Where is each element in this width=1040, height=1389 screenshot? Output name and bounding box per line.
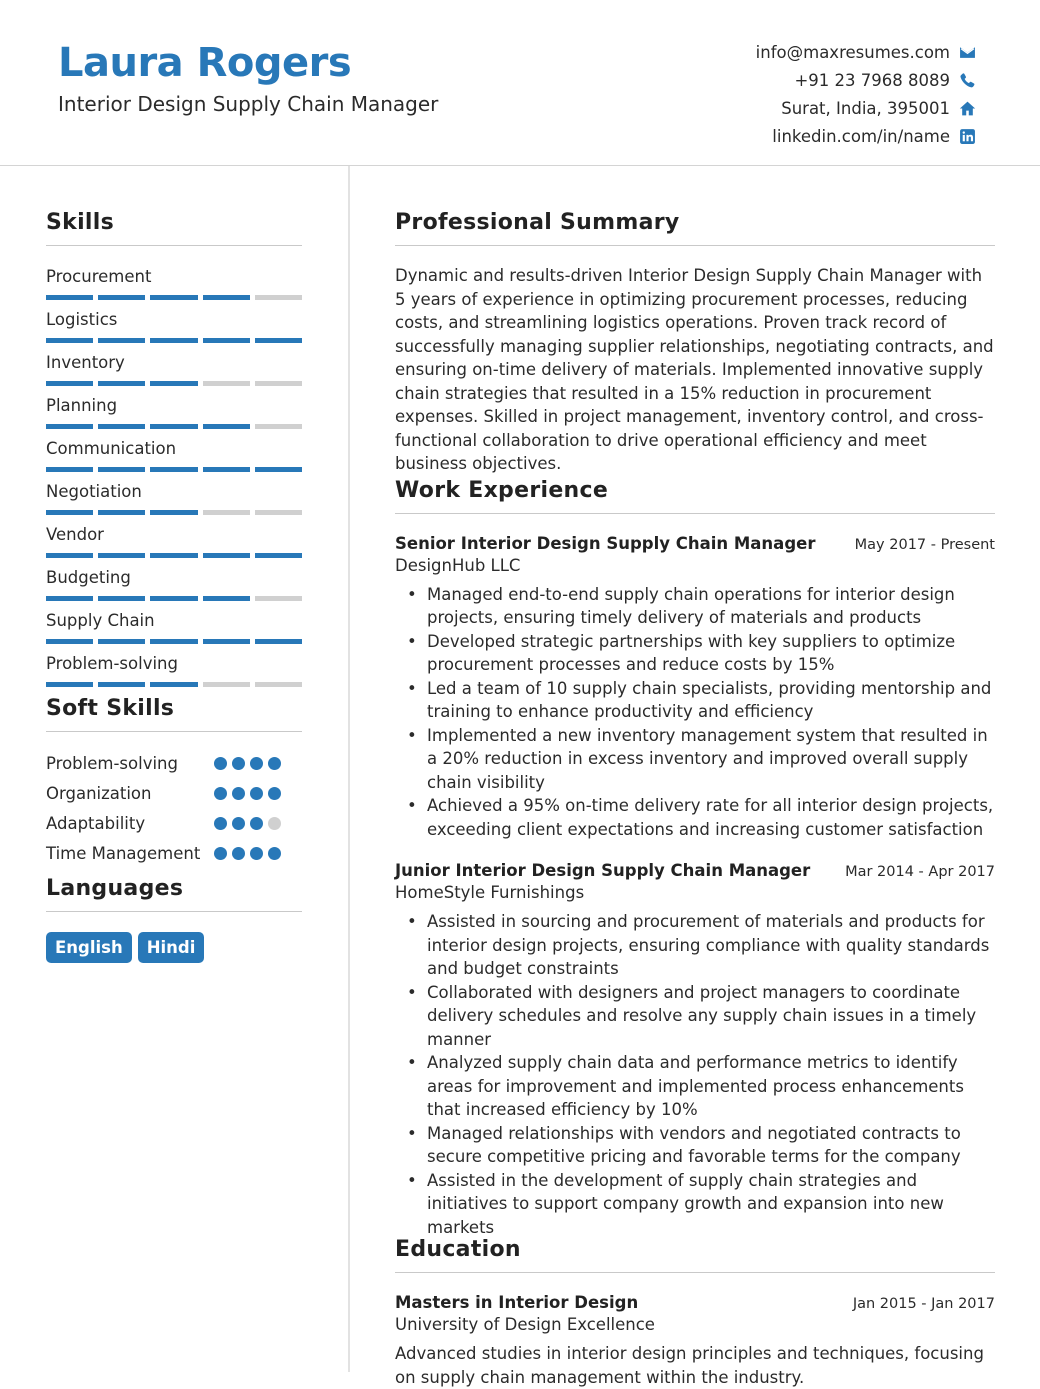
soft-skill-rating: [214, 787, 281, 800]
job-bullet: • Implemented a new inventory management system that resulted in a 20% reduction in excess inventory and improved overall supply chain visibility: [427, 724, 995, 795]
skill-rating-segment: [203, 467, 250, 472]
rating-dot: [268, 817, 281, 830]
candidate-role: Interior Design Supply Chain Manager: [58, 92, 439, 116]
contact-linkedin[interactable]: [756, 122, 976, 150]
skill-rating-segment: [150, 381, 197, 386]
soft-skill-rating: [214, 757, 281, 770]
soft-skill-name: Problem-solving: [46, 754, 178, 773]
skill-rating-segment: [150, 553, 197, 558]
job-dates: Mar 2014 - Apr 2017: [845, 864, 995, 880]
column-divider: [348, 166, 350, 1372]
skill-rating-segment: [150, 338, 197, 343]
skill-rating-bar: [46, 682, 302, 687]
job-entry: [395, 534, 995, 842]
rating-dot: [232, 847, 245, 860]
skill-rating-segment: [203, 596, 250, 601]
rating-dot: [214, 757, 227, 770]
rating-dot: [232, 757, 245, 770]
skill-rating-segment: [98, 295, 145, 300]
job-title: Junior Interior Design Supply Chain Manager: [395, 861, 811, 880]
languages-heading: Languages: [46, 876, 302, 912]
skill-rating-bar: [46, 381, 302, 386]
skill-rating-segment: [46, 338, 93, 343]
job-header: [395, 861, 995, 880]
skill-item: [46, 309, 302, 352]
envelope-icon: [958, 43, 976, 61]
skill-rating-segment: [150, 639, 197, 644]
rating-dot: [250, 817, 263, 830]
sidebar: [46, 210, 302, 963]
skill-item: [46, 524, 302, 567]
contact-linkedin-text: linkedin.com/in/name: [772, 126, 950, 146]
job-title: Senior Interior Design Supply Chain Manager: [395, 533, 816, 553]
skill-rating-segment: [255, 424, 302, 429]
skill-rating-segment: [46, 596, 93, 601]
skill-rating-segment: [203, 639, 250, 644]
soft-skill-name: Organization: [46, 784, 152, 803]
skill-name: Vendor: [46, 525, 104, 544]
skill-rating-segment: [98, 596, 145, 601]
skill-rating-segment: [150, 424, 197, 429]
skill-rating-bar: [46, 467, 302, 472]
skill-item: [46, 653, 302, 696]
skill-rating-bar: [46, 553, 302, 558]
job-bullet: • Managed end-to-end supply chain operations for interior design projects, ensuring timely delivery of materials and products: [427, 583, 995, 630]
linkedin-icon: [958, 127, 976, 145]
skill-rating-segment: [255, 295, 302, 300]
skill-rating-segment: [46, 381, 93, 386]
skill-rating-segment: [255, 639, 302, 644]
skill-rating-segment: [98, 338, 145, 343]
skill-rating-segment: [150, 295, 197, 300]
skill-rating-segment: [203, 338, 250, 343]
soft-skills-heading: Soft Skills: [46, 696, 302, 732]
skill-item: [46, 610, 302, 653]
skill-rating-segment: [203, 510, 250, 515]
contact-location: [756, 94, 976, 122]
job-bullet: • Developed strategic partnerships with key suppliers to optimize procurement processes and reduce costs by 15%: [427, 630, 995, 677]
job-dates: May 2017 - Present: [854, 536, 995, 553]
skill-rating-segment: [98, 467, 145, 472]
resume-header: [0, 0, 1040, 166]
soft-skill-item: [46, 752, 302, 782]
rating-dot: [214, 847, 227, 860]
skill-rating-segment: [98, 639, 145, 644]
skill-rating-bar: [46, 596, 302, 601]
language-tag: English: [46, 932, 132, 963]
job-bullet: • Analyzed supply chain data and performance metrics to identify areas for improvement and implemented process enhancements that increased efficiency by 10%: [427, 1051, 995, 1122]
skill-rating-segment: [98, 682, 145, 687]
education-school: University of Design Excellence: [395, 1315, 655, 1334]
skill-rating-segment: [203, 424, 250, 429]
skill-name: Problem-solving: [46, 654, 178, 673]
rating-dot: [268, 787, 281, 800]
summary-heading: Professional Summary: [395, 210, 995, 246]
skill-rating-segment: [255, 467, 302, 472]
rating-dot: [232, 787, 245, 800]
skill-rating-segment: [203, 381, 250, 386]
skill-rating-bar: [46, 338, 302, 343]
language-tag: Hindi: [138, 932, 205, 963]
skill-rating-segment: [46, 639, 93, 644]
skill-name: Inventory: [46, 353, 125, 372]
soft-skills-list: [46, 752, 302, 872]
skill-rating-segment: [150, 467, 197, 472]
skill-rating-segment: [255, 338, 302, 343]
skill-item: [46, 438, 302, 481]
education-header: [395, 1293, 995, 1312]
education-description: Advanced studies in interior design principles and techniques, focusing on supply chain management within the industry.: [395, 1344, 984, 1387]
skill-rating-segment: [46, 510, 93, 515]
skills-list: [46, 266, 302, 696]
skill-name: Procurement: [46, 267, 152, 286]
skill-rating-segment: [150, 510, 197, 515]
rating-dot: [232, 817, 245, 830]
skill-rating-segment: [255, 553, 302, 558]
home-icon: [958, 99, 976, 117]
rating-dot: [250, 757, 263, 770]
contact-phone-text: +91 23 7968 8089: [794, 70, 950, 90]
skill-item: [46, 395, 302, 438]
skill-rating-segment: [150, 682, 197, 687]
job-entry: [395, 861, 995, 1239]
skill-rating-segment: [46, 467, 93, 472]
skill-rating-segment: [98, 510, 145, 515]
skill-item: [46, 266, 302, 309]
skill-rating-segment: [203, 682, 250, 687]
rating-dot: [268, 847, 281, 860]
skill-name: Communication: [46, 439, 177, 458]
soft-skill-name: Time Management: [46, 844, 201, 863]
skill-rating-segment: [98, 424, 145, 429]
job-bullet: • Assisted in the development of supply chain strategies and initiatives to support company growth and expansion into new markets: [427, 1169, 995, 1240]
job-company: DesignHub LLC: [395, 555, 521, 575]
skill-rating-segment: [46, 424, 93, 429]
skill-rating-segment: [46, 295, 93, 300]
skills-heading: Skills: [46, 210, 302, 246]
job-header: [395, 534, 995, 553]
soft-skill-item: [46, 782, 302, 812]
job-bullet: • Assisted in sourcing and procurement of materials and products for interior design projects, ensuring compliance with quality standards and budget constraints: [427, 910, 995, 981]
skill-rating-segment: [255, 682, 302, 687]
candidate-name: Laura Rogers: [58, 40, 352, 86]
education-dates: Jan 2015 - Jan 2017: [852, 1296, 995, 1312]
job-bullets: [395, 910, 995, 1239]
skill-item: [46, 567, 302, 610]
education-degree: Masters in Interior Design: [395, 1293, 639, 1312]
jobs-list: [395, 534, 995, 1240]
summary-text: Dynamic and results-driven Interior Design Supply Chain Manager with 5 years of experience in optimizing procurement processes, reducing costs, and streamlining logistics operations. Proven track record of successfully managing supplier relationships, negotiating contracts, and ensuring on-time delivery of materials. Implemented innovative supply chain strategies that resulted in a 15% reduction in procurement expenses. Skilled in project management, inventory control, and cross-functional collaboration to drive operational efficiency and meet business objectives.: [395, 266, 994, 473]
skill-rating-segment: [203, 553, 250, 558]
rating-dot: [250, 787, 263, 800]
job-company: HomeStyle Furnishings: [395, 883, 585, 902]
skill-name: Negotiation: [46, 482, 142, 501]
skill-rating-bar: [46, 295, 302, 300]
skill-rating-segment: [255, 381, 302, 386]
job-bullet: • Achieved a 95% on-time delivery rate for all interior design projects, exceeding client expectations and increasing customer satisfaction: [427, 794, 995, 841]
education-list: [395, 1293, 995, 1389]
main-column: [395, 210, 995, 1389]
skill-rating-segment: [46, 682, 93, 687]
soft-skill-rating: [214, 817, 281, 830]
skill-rating-segment: [150, 596, 197, 601]
skill-name: Supply Chain: [46, 611, 155, 630]
soft-skill-item: [46, 812, 302, 842]
education-entry: [395, 1293, 995, 1389]
experience-heading: Work Experience: [395, 478, 995, 514]
languages-list: [46, 932, 302, 963]
rating-dot: [250, 847, 263, 860]
skill-item: [46, 481, 302, 524]
skill-rating-bar: [46, 639, 302, 644]
education-heading: Education: [395, 1237, 995, 1273]
skill-rating-bar: [46, 424, 302, 429]
job-bullet: • Managed relationships with vendors and negotiated contracts to secure competitive pricing and favorable terms for the company: [427, 1122, 995, 1169]
contact-email-text: info@maxresumes.com: [755, 42, 950, 62]
soft-skill-rating: [214, 847, 281, 860]
skill-rating-segment: [98, 553, 145, 558]
contact-block: [756, 38, 976, 150]
contact-email[interactable]: [756, 38, 976, 66]
rating-dot: [214, 787, 227, 800]
skill-rating-segment: [203, 295, 250, 300]
skill-item: [46, 352, 302, 395]
skill-rating-segment: [46, 553, 93, 558]
rating-dot: [214, 817, 227, 830]
job-bullet: • Collaborated with designers and project managers to coordinate delivery schedules and resolve any supply chain issues in a timely manner: [427, 981, 995, 1052]
skill-rating-segment: [255, 510, 302, 515]
phone-icon: [958, 71, 976, 89]
skill-name: Budgeting: [46, 568, 131, 587]
soft-skill-item: [46, 842, 302, 872]
soft-skill-name: Adaptability: [46, 814, 146, 833]
contact-phone[interactable]: [756, 66, 976, 94]
skill-rating-segment: [98, 381, 145, 386]
rating-dot: [268, 757, 281, 770]
skill-name: Logistics: [46, 310, 118, 329]
job-bullets: [395, 583, 995, 842]
skill-rating-bar: [46, 510, 302, 515]
skill-rating-segment: [255, 596, 302, 601]
contact-location-text: Surat, India, 395001: [781, 98, 950, 118]
skill-name: Planning: [46, 396, 118, 415]
job-bullet: • Led a team of 10 supply chain specialists, providing mentorship and training to enhance productivity and efficiency: [427, 677, 995, 724]
